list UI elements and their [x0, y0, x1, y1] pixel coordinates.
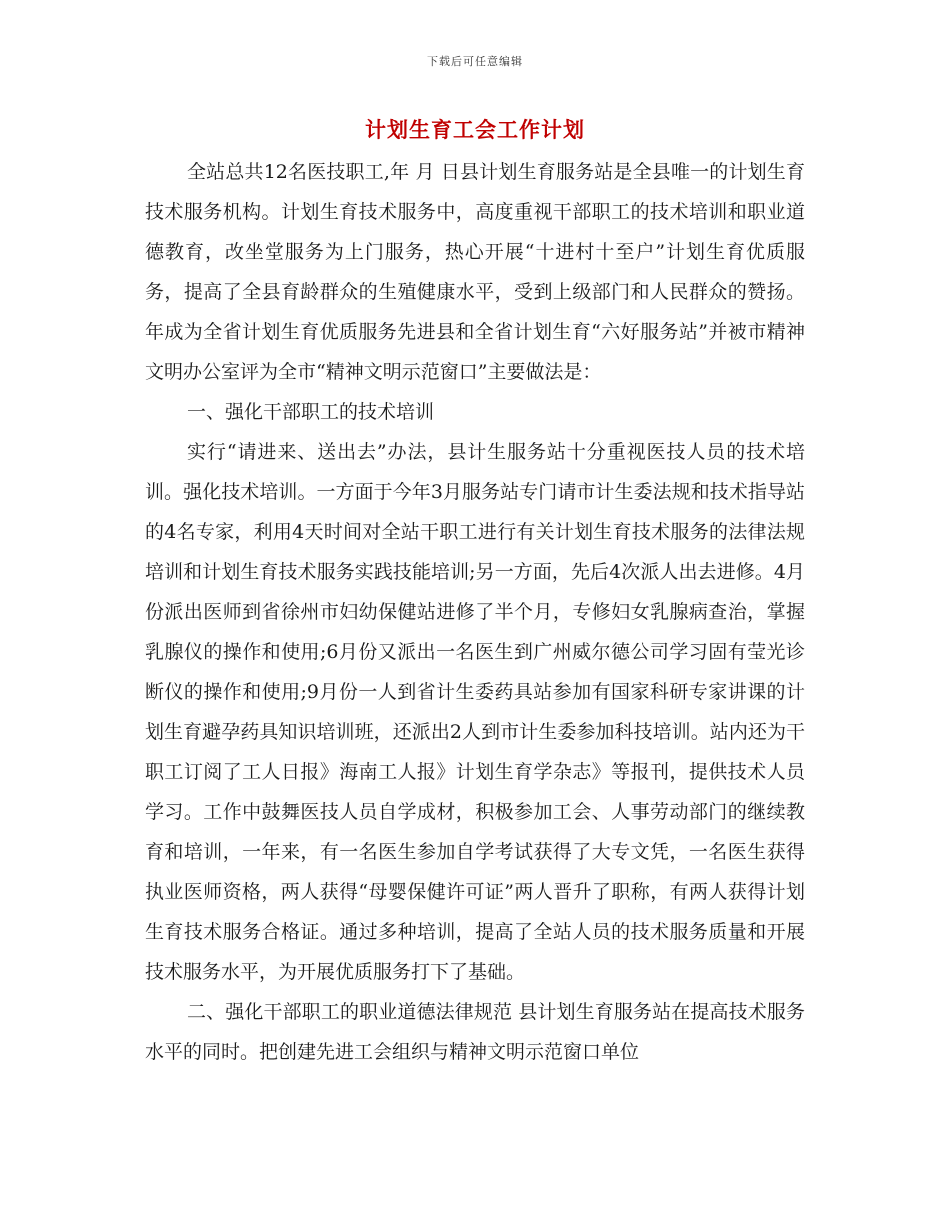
document-body	[145, 152, 805, 1072]
document-title: 计划生育工会工作计划	[365, 117, 585, 142]
section-heading-1: 一、强化干部职工的技术培训	[187, 401, 435, 423]
header-note: 下载后可任意编辑	[427, 55, 523, 68]
paragraph-intro: 全站总共12名医技职工,年 月 日县计划生育服务站是全县唯一的计划生育技术服务机构。计划生育技术服务中，高度重视干部职工的技术培训和职业道德教育，改坐堂服务为上门服务，热心开展“十进村十至户”计划生育优质服务，提高了全县育龄群众的生殖健康水平，受到上级部门和人民群众的赞扬。年成为全省计划生育优质服务先进县和全省计划生育“六好服务站”并被市精神文明办公室评为全市“精神文明示范窗口”主要做法是：	[145, 161, 805, 383]
section-heading-2: 二、强化干部职工的职业道德法律规范 县计划生育服务站在提高技术服务水平的同时。把创建先进工会组织与精神文明示范窗口单位	[145, 1001, 805, 1063]
paragraph-training: 实行“请进来、送出去”办法，县计生服务站十分重视医技人员的技术培训。强化技术培训。一方面于今年3月服务站专门请市计生委法规和技术指导站的4名专家，利用4天时间对全站干职工进行有关计划生育技术服务的法律法规培训和计划生育技术服务实践技能培训;另一方面，先后4次派人出去进修。4月份派出医师到省徐州市妇幼保健站进修了半个月，专修妇女乳腺病查治，掌握乳腺仪的操作和使用;6月份又派出一名医生到广州威尔德公司学习固有莹光诊断仪的操作和使用;9月份一人到省计生委药具站参加有国家科研专家讲课的计划生育避孕药具知识培训班，还派出2人到市计生委参加科技培训。站内还为干职工订阅了工人日报》海南工人报》计划生育学杂志》等报刊，提供技术人员学习。工作中鼓舞医技人员自学成材，积极参加工会、人事劳动部门的继续教育和培训，一年来，有一名医生参加自学考试获得了大专文凭，一名医生获得执业医师资格，两人获得“母婴保健许可证”两人晋升了职称，有两人获得计划生育技术服务合格证。通过多种培训，提高了全站人员的技术服务质量和开展技术服务水平，为开展优质服务打下了基础。	[145, 441, 805, 983]
